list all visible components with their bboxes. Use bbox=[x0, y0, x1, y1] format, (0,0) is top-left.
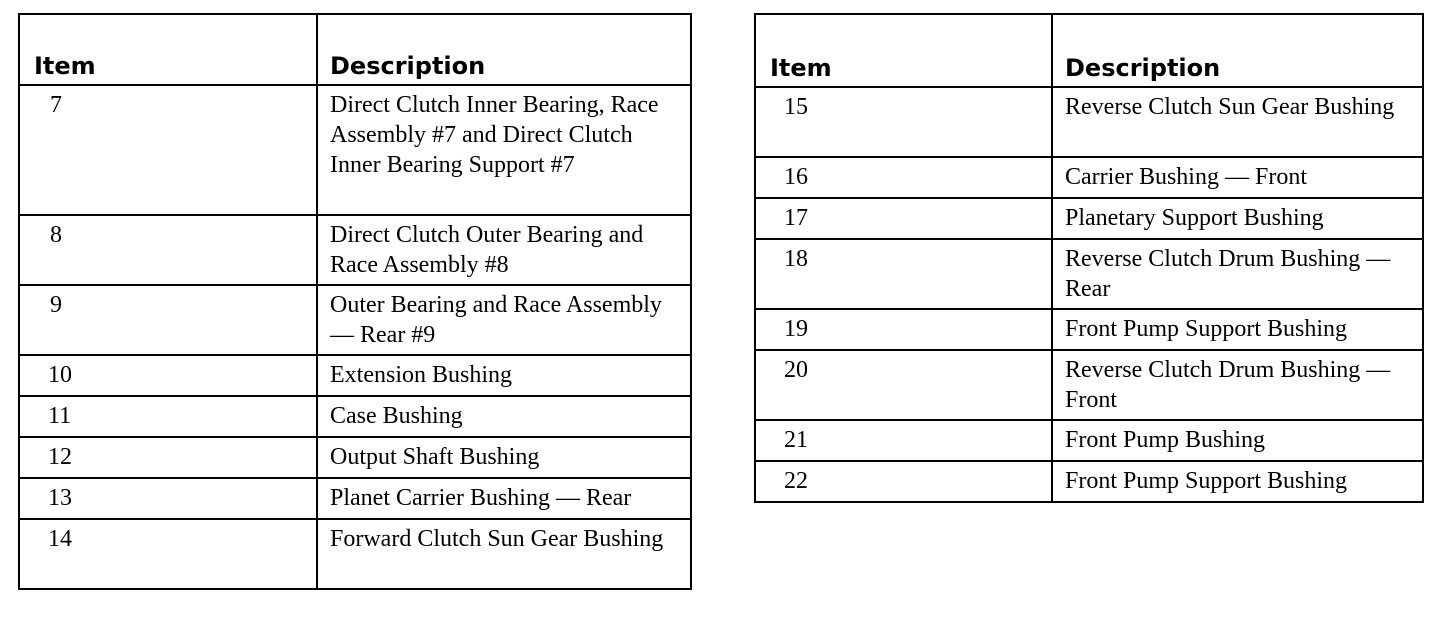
description-column-header: Description bbox=[1052, 14, 1423, 87]
item-description: Forward Clutch Sun Gear Bushing bbox=[317, 519, 691, 589]
item-description: Carrier Bushing — Front bbox=[1052, 157, 1423, 198]
item-number: 7 bbox=[19, 85, 317, 215]
table-row bbox=[755, 461, 1423, 502]
item-description: Extension Bushing bbox=[317, 355, 691, 396]
item-description: Reverse Clutch Sun Gear Bushing bbox=[1052, 87, 1423, 157]
table-row bbox=[19, 215, 691, 285]
item-description: Front Pump Support Bushing bbox=[1052, 461, 1423, 502]
item-description: Case Bushing bbox=[317, 396, 691, 437]
table-row bbox=[755, 350, 1423, 420]
table-row bbox=[19, 85, 691, 215]
parts-table-left bbox=[18, 13, 692, 590]
item-description: Front Pump Support Bushing bbox=[1052, 309, 1423, 350]
item-number: 22 bbox=[755, 461, 1052, 502]
item-number: 8 bbox=[19, 215, 317, 285]
item-description: Reverse Clutch Drum Bushing — Front bbox=[1052, 350, 1423, 420]
description-column-header: Description bbox=[317, 14, 691, 85]
item-description: Outer Bearing and Race Assembly — Rear #9 bbox=[317, 285, 691, 355]
table-row bbox=[19, 285, 691, 355]
item-number: 21 bbox=[755, 420, 1052, 461]
item-description: Planetary Support Bushing bbox=[1052, 198, 1423, 239]
item-number: 14 bbox=[19, 519, 317, 589]
table-row bbox=[19, 519, 691, 589]
table-row bbox=[755, 157, 1423, 198]
item-description: Planet Carrier Bushing — Rear bbox=[317, 478, 691, 519]
table-row bbox=[19, 396, 691, 437]
item-number: 11 bbox=[19, 396, 317, 437]
item-number: 13 bbox=[19, 478, 317, 519]
item-description: Output Shaft Bushing bbox=[317, 437, 691, 478]
table-row bbox=[755, 239, 1423, 309]
table-header-row bbox=[755, 14, 1423, 87]
item-column-header: Item bbox=[19, 14, 317, 85]
table-row bbox=[755, 87, 1423, 157]
item-number: 9 bbox=[19, 285, 317, 355]
table-row bbox=[755, 420, 1423, 461]
item-description: Front Pump Bushing bbox=[1052, 420, 1423, 461]
item-number: 18 bbox=[755, 239, 1052, 309]
item-number: 17 bbox=[755, 198, 1052, 239]
parts-table-right bbox=[754, 13, 1424, 503]
item-number: 16 bbox=[755, 157, 1052, 198]
item-number: 10 bbox=[19, 355, 317, 396]
item-description: Direct Clutch Outer Bearing and Race Assembly #8 bbox=[317, 215, 691, 285]
item-number: 15 bbox=[755, 87, 1052, 157]
table-row bbox=[19, 355, 691, 396]
table-row bbox=[755, 198, 1423, 239]
item-number: 19 bbox=[755, 309, 1052, 350]
item-description: Direct Clutch Inner Bearing, Race Assembly #7 and Direct Clutch Inner Bearing Support #7 bbox=[317, 85, 691, 215]
item-description: Reverse Clutch Drum Bushing — Rear bbox=[1052, 239, 1423, 309]
table-row bbox=[19, 437, 691, 478]
item-number: 20 bbox=[755, 350, 1052, 420]
item-number: 12 bbox=[19, 437, 317, 478]
item-column-header: Item bbox=[755, 14, 1052, 87]
table-header-row bbox=[19, 14, 691, 85]
table-row bbox=[755, 309, 1423, 350]
table-row bbox=[19, 478, 691, 519]
